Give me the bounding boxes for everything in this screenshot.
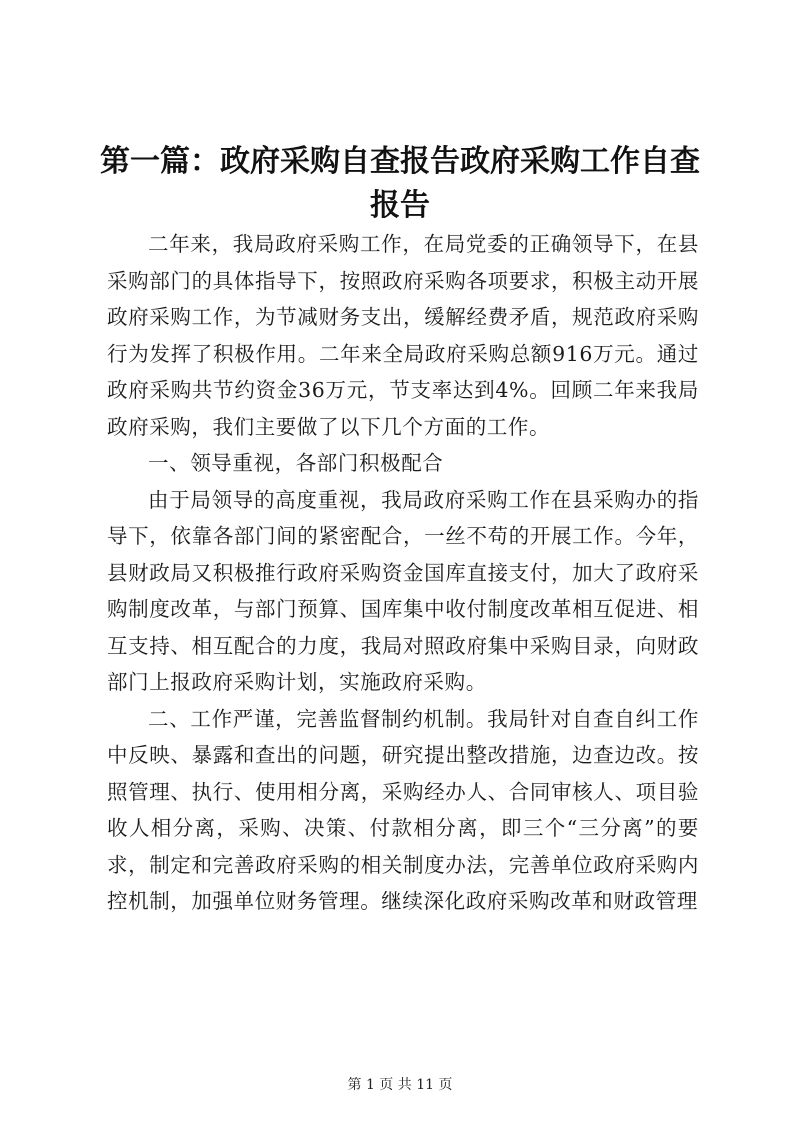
- document-title: 第一篇：政府采购自查报告政府采购工作自查报告: [100, 144, 700, 223]
- section-paragraph-2: 二、工作严谨，完善监督制约机制。我局针对自查自纠工作中反映、暴露和查出的问题，研究提出整改措施，边查边改。按照管理、执行、使用相分离，采购经办人、合同审核人、项目验收人相分离，采购、决策、付款相分离，即三个“三分离”的要求，制定和完善政府采购的相关制度办法，完善单位政府采购内控机制，加强单位财务管理。继续深化政府采购改革和财政管理: [107, 706, 699, 913]
- intro-paragraph: 二年来，我局政府采购工作，在局党委的正确领导下，在县采购部门的具体指导下，按照政府采购各项要求，积极主动开展政府采购工作，为节减财务支出，缓解经费矛盾，规范政府采购行为发挥了积极作用。二年来全局政府采购总额916万元。通过政府采购共节约资金36万元，节支率达到4%。回顾二年来我局政府采购，我们主要做了以下几个方面的工作。: [107, 232, 699, 439]
- page-footer: 第 1 页 共 11 页: [347, 1077, 453, 1093]
- document-body: [107, 226, 699, 920]
- section-heading-1: 一、领导重视，各部门积极配合: [148, 451, 444, 475]
- section-paragraph-1: 由于局领导的高度重视，我局政府采购工作在县采购办的指导下，依靠各部门间的紧密配合，一丝不苟的开展工作。今年，县财政局又积极推行政府采购资金国库直接支付，加大了政府采购制度改革，与部门预算、国库集中收付制度改革相互促进、相互支持、相互配合的力度，我局对照政府集中采购目录，向财政部门上报政府采购计划，实施政府采购。: [107, 487, 699, 694]
